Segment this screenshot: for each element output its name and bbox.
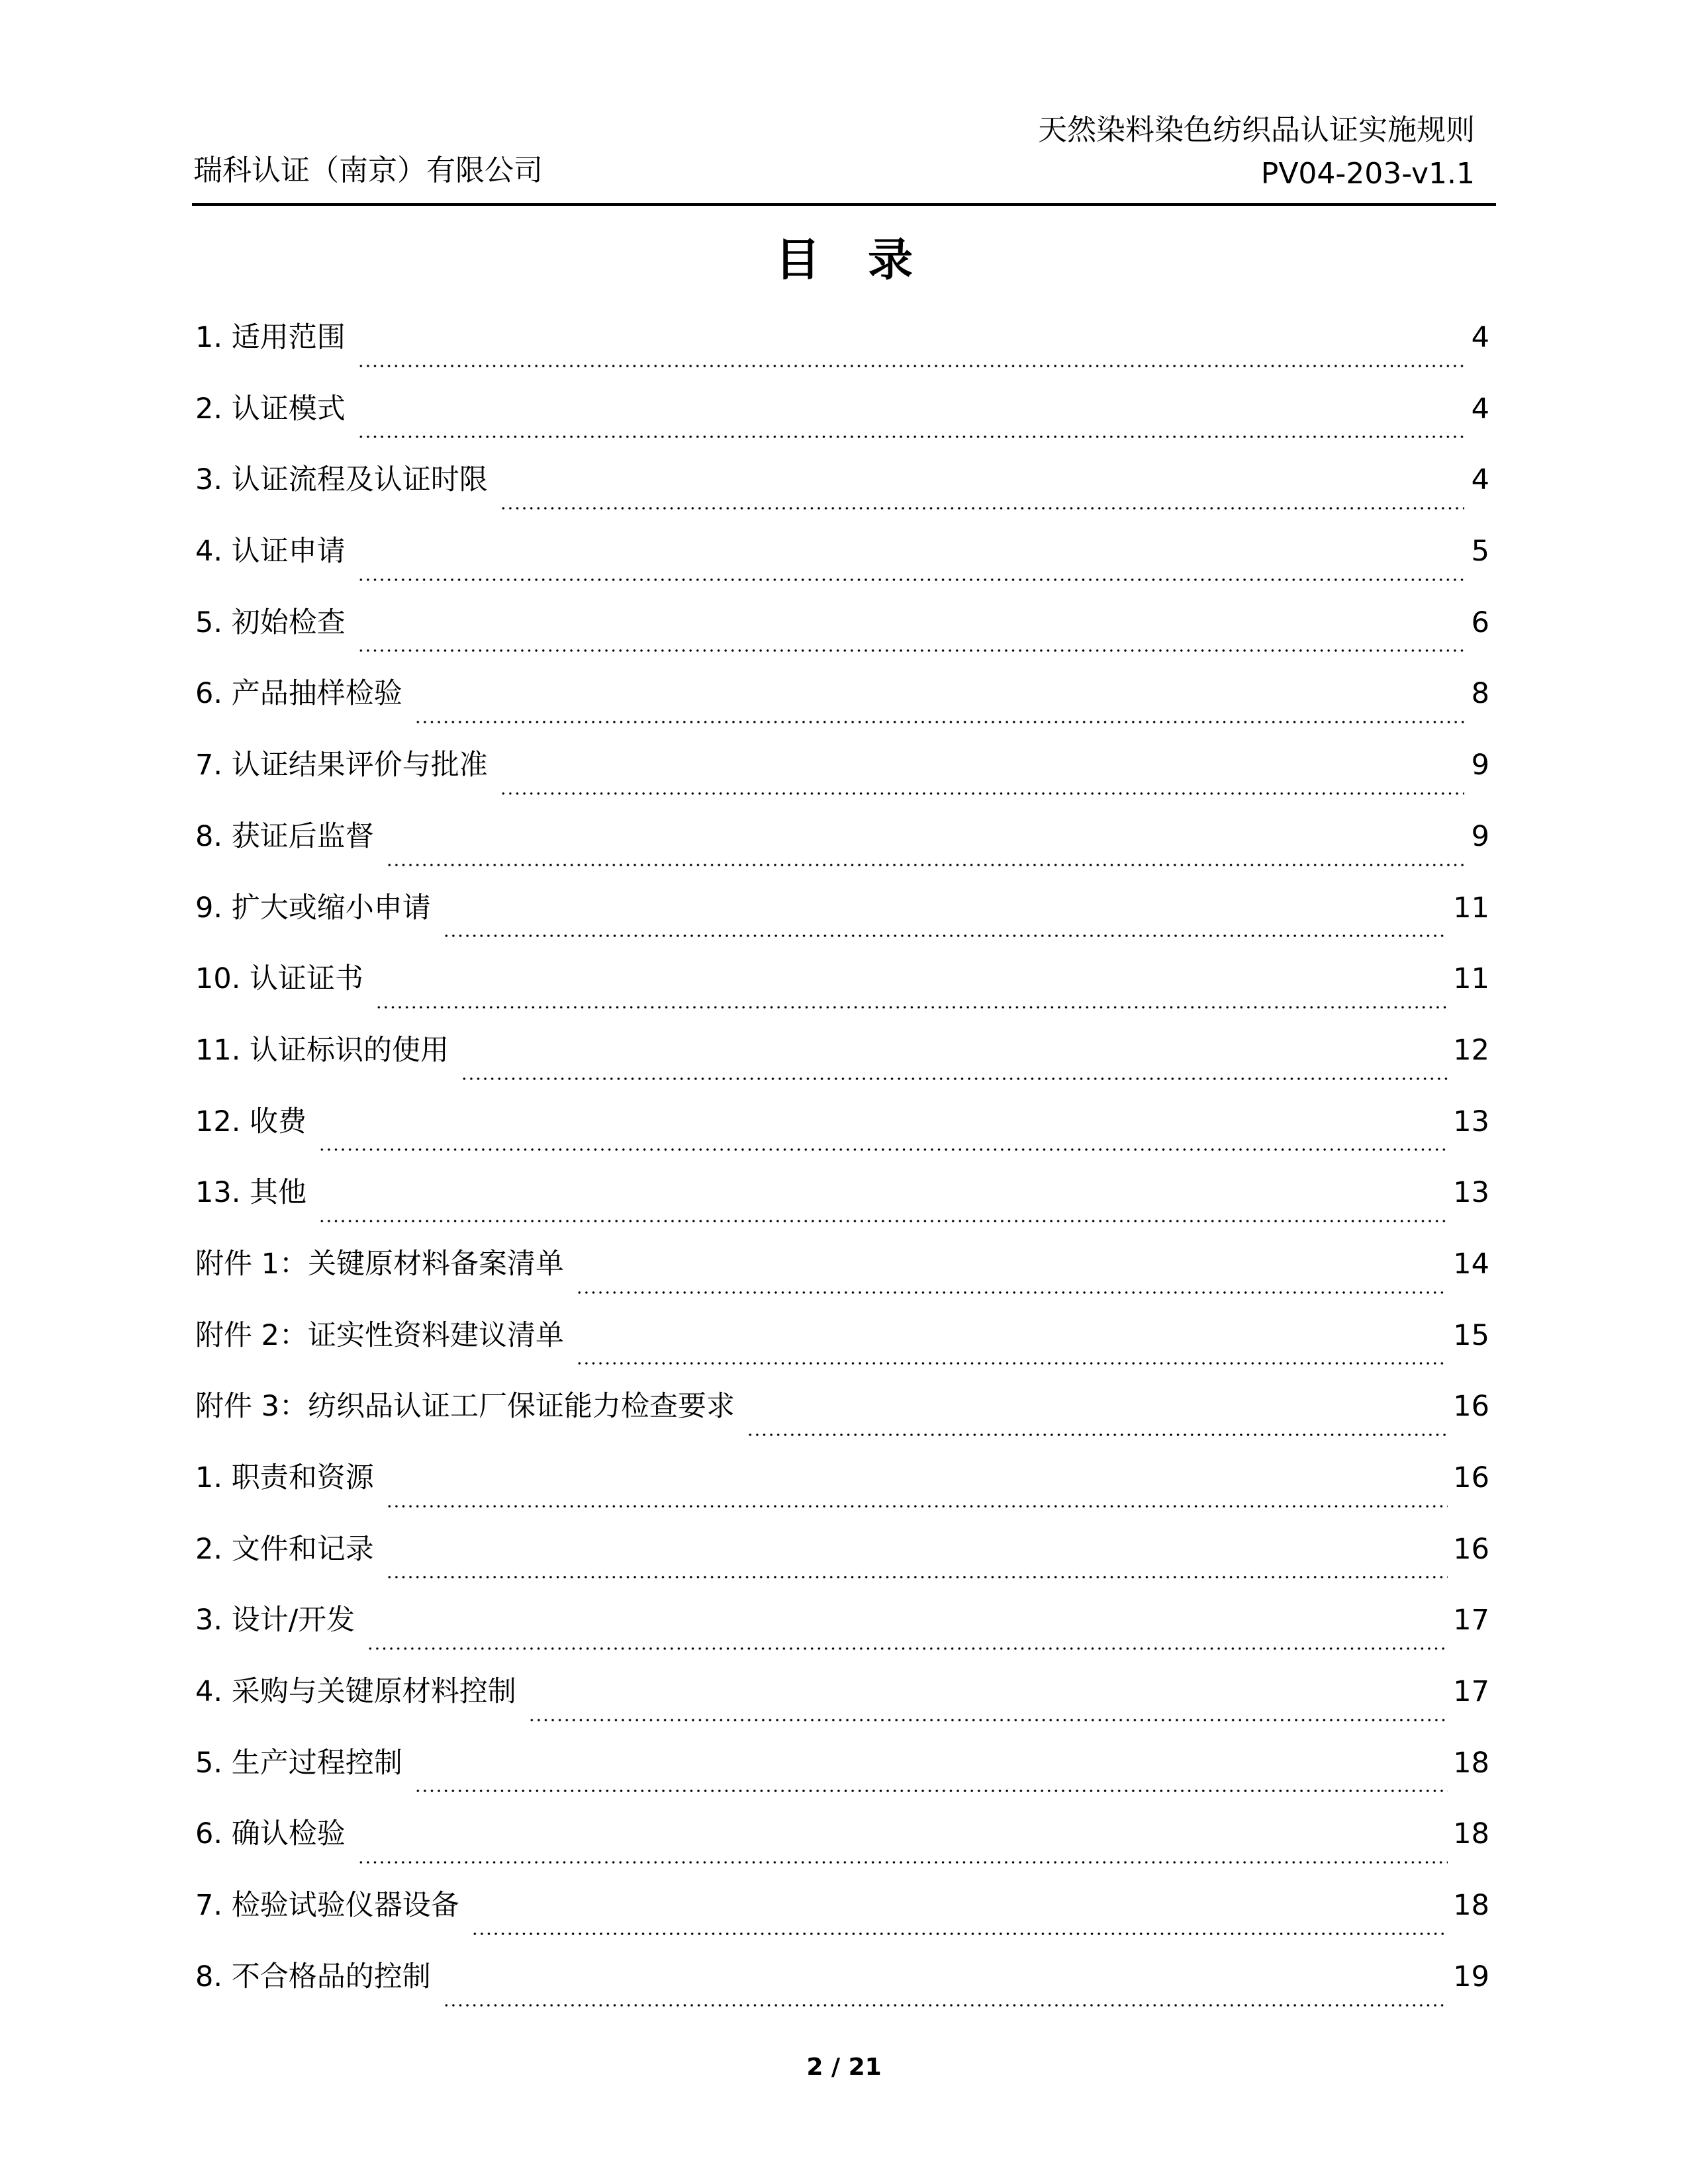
toc-dot-leader bbox=[357, 649, 1464, 653]
toc-entry-page-number: 5 bbox=[1471, 535, 1489, 569]
toc-dot-leader bbox=[500, 506, 1464, 510]
toc-entry[interactable] bbox=[195, 1026, 1489, 1098]
toc-entry-page-number: 11 bbox=[1453, 891, 1489, 925]
toc-dot-leader bbox=[500, 792, 1464, 796]
toc-entry-label: 7. 检验试验仪器设备 bbox=[195, 1889, 459, 1923]
header-doc-code: PV04-203-v1.1 bbox=[1260, 157, 1475, 191]
toc-entry[interactable] bbox=[195, 527, 1489, 599]
toc-entry[interactable] bbox=[195, 1383, 1489, 1454]
toc-entry-label: 8. 不合格品的控制 bbox=[195, 1960, 431, 1993]
toc-entry[interactable] bbox=[195, 599, 1489, 670]
toc-entry-page-number: 4 bbox=[1471, 392, 1489, 426]
toc-entry-label: 4. 认证申请 bbox=[195, 535, 346, 569]
toc-entry-label: 3. 认证流程及认证时限 bbox=[195, 463, 488, 497]
toc-dot-leader bbox=[414, 1789, 1448, 1793]
toc-dot-leader bbox=[471, 1932, 1448, 1936]
toc-dot-leader bbox=[357, 364, 1464, 368]
toc-entry-label: 6. 产品抽样检验 bbox=[195, 677, 402, 711]
toc-entry-page-number: 16 bbox=[1453, 1390, 1489, 1424]
toc-entry[interactable] bbox=[195, 884, 1489, 956]
toc-dot-leader bbox=[461, 1077, 1448, 1081]
toc-entry[interactable] bbox=[195, 1240, 1489, 1312]
toc-entry-page-number: 12 bbox=[1453, 1033, 1489, 1067]
toc-dot-leader bbox=[528, 1718, 1448, 1722]
header-doc-info bbox=[1038, 109, 1475, 196]
toc-entry-label: 5. 初始检查 bbox=[195, 606, 346, 639]
toc-entry-page-number: 17 bbox=[1453, 1675, 1489, 1709]
header-divider bbox=[192, 203, 1496, 206]
toc-entry-page-number: 13 bbox=[1453, 1105, 1489, 1138]
toc-entry[interactable] bbox=[195, 1953, 1489, 2025]
toc-entry-page-number: 19 bbox=[1453, 1960, 1489, 1993]
toc-entry-label: 7. 认证结果评价与批准 bbox=[195, 749, 488, 782]
toc-entry-page-number: 11 bbox=[1453, 962, 1489, 996]
toc-dot-leader bbox=[414, 720, 1464, 724]
toc-dot-leader bbox=[386, 1504, 1448, 1508]
toc-entry[interactable] bbox=[195, 1882, 1489, 1953]
toc-entry-label: 3. 设计/开发 bbox=[195, 1604, 355, 1637]
toc-entry[interactable] bbox=[195, 1739, 1489, 1811]
toc-entry-page-number: 14 bbox=[1453, 1247, 1489, 1281]
toc-entry-page-number: 16 bbox=[1453, 1461, 1489, 1494]
toc-entry-label: 9. 扩大或缩小申请 bbox=[195, 891, 431, 925]
toc-entry-label: 8. 获证后监督 bbox=[195, 819, 374, 853]
toc-entry-label: 6. 确认检验 bbox=[195, 1817, 346, 1851]
header-doc-title: 天然染料染色纺织品认证实施规则 bbox=[1038, 113, 1475, 147]
toc-entry-label: 5. 生产过程控制 bbox=[195, 1746, 402, 1780]
toc-dot-leader bbox=[443, 2003, 1448, 2007]
toc-entry-label: 2. 认证模式 bbox=[195, 392, 346, 426]
toc-entry-label: 2. 文件和记录 bbox=[195, 1532, 374, 1566]
toc-entry-label: 1. 适用范围 bbox=[195, 321, 346, 354]
toc-dot-leader bbox=[318, 1219, 1448, 1223]
toc-entry[interactable] bbox=[195, 1098, 1489, 1169]
toc-entry-label: 11. 认证标识的使用 bbox=[195, 1033, 449, 1067]
toc-entry[interactable] bbox=[195, 1454, 1489, 1525]
toc-entry-page-number: 9 bbox=[1471, 819, 1489, 853]
toc-entry[interactable] bbox=[195, 670, 1489, 741]
toc-entry[interactable] bbox=[195, 1525, 1489, 1597]
toc-entry-page-number: 9 bbox=[1471, 749, 1489, 782]
toc-dot-leader bbox=[318, 1148, 1448, 1152]
toc-entry-label: 附件 2：证实性资料建议清单 bbox=[195, 1318, 565, 1352]
toc-dot-leader bbox=[386, 1575, 1448, 1579]
toc-entry[interactable] bbox=[195, 1810, 1489, 1882]
toc-entry-page-number: 4 bbox=[1471, 463, 1489, 497]
toc-entry-label: 13. 其他 bbox=[195, 1176, 307, 1210]
toc-entry-page-number: 18 bbox=[1453, 1817, 1489, 1851]
toc-entry[interactable] bbox=[195, 1312, 1489, 1383]
toc-dot-leader bbox=[357, 435, 1464, 439]
toc-entry[interactable] bbox=[195, 385, 1489, 457]
page-number: 2 / 21 bbox=[806, 2054, 882, 2081]
toc-entry-page-number: 13 bbox=[1453, 1176, 1489, 1210]
toc-entry[interactable] bbox=[195, 1668, 1489, 1739]
toc-entry-label: 1. 职责和资源 bbox=[195, 1461, 374, 1494]
toc-entry[interactable] bbox=[195, 1169, 1489, 1240]
toc-entry-label: 4. 采购与关键原材料控制 bbox=[195, 1675, 516, 1709]
toc-dot-leader bbox=[443, 934, 1448, 938]
toc-dot-leader bbox=[357, 1860, 1448, 1864]
toc-dot-leader bbox=[375, 1005, 1448, 1009]
toc-entry-label: 附件 3：纺织品认证工厂保证能力检查要求 bbox=[195, 1390, 735, 1424]
toc-dot-leader bbox=[576, 1291, 1448, 1295]
toc-list bbox=[195, 314, 1489, 2025]
toc-entry-label: 附件 1：关键原材料备案清单 bbox=[195, 1247, 565, 1281]
header-company-name: 瑞科认证（南京）有限公司 bbox=[193, 154, 543, 187]
toc-dot-leader bbox=[747, 1433, 1448, 1437]
toc-entry-page-number: 15 bbox=[1453, 1318, 1489, 1352]
toc-entry-page-number: 17 bbox=[1453, 1604, 1489, 1637]
toc-dot-leader bbox=[386, 863, 1464, 867]
toc-entry-label: 12. 收费 bbox=[195, 1105, 307, 1138]
toc-title: 目录 bbox=[774, 234, 961, 287]
toc-entry-page-number: 18 bbox=[1453, 1889, 1489, 1923]
toc-dot-leader bbox=[367, 1647, 1448, 1651]
toc-entry-page-number: 8 bbox=[1471, 677, 1489, 711]
toc-entry[interactable] bbox=[195, 1596, 1489, 1668]
toc-entry[interactable] bbox=[195, 813, 1489, 884]
toc-dot-leader bbox=[357, 578, 1464, 582]
toc-entry[interactable] bbox=[195, 955, 1489, 1026]
toc-entry-page-number: 16 bbox=[1453, 1532, 1489, 1566]
toc-entry-label: 10. 认证证书 bbox=[195, 962, 364, 996]
toc-entry-page-number: 6 bbox=[1471, 606, 1489, 639]
toc-entry[interactable] bbox=[195, 741, 1489, 813]
toc-entry[interactable] bbox=[195, 456, 1489, 527]
toc-entry-page-number: 18 bbox=[1453, 1746, 1489, 1780]
toc-dot-leader bbox=[576, 1361, 1448, 1365]
toc-entry[interactable] bbox=[195, 314, 1489, 385]
toc-entry-page-number: 4 bbox=[1471, 321, 1489, 354]
